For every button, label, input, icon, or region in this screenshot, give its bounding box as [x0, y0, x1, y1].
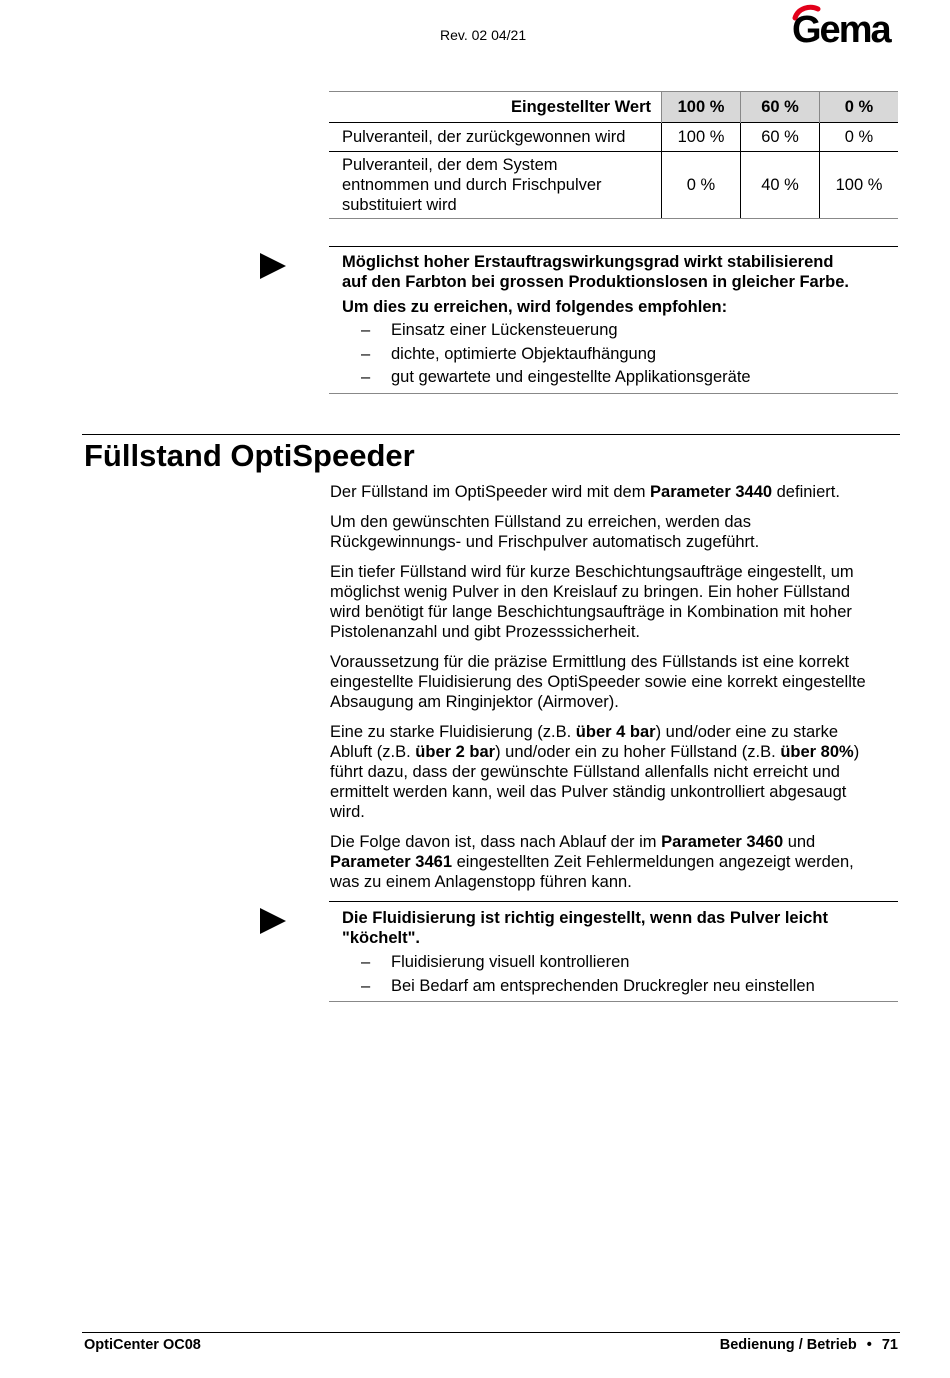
paragraph-auto-feed: Um den gewünschten Füllstand zu erreichen, werden das Rückgewinnungs- und Frischpulver automatisch zugeführt. [330, 513, 760, 551]
footer-section-label: Bedienung / Betrieb [719, 1337, 857, 1353]
table-header-row [329, 92, 898, 123]
footer-bullet: • [866, 1337, 872, 1353]
footer-product-name: OptiCenter OC08 [84, 1337, 201, 1353]
section-title: Füllstand OptiSpeeder [84, 438, 415, 473]
svg-text:Gema: Gema [792, 9, 890, 46]
note-arrow-icon [260, 253, 286, 279]
paragraph-consequence: Die Folge davon ist, dass nach Ablauf der im Parameter 3460 und Parameter 3461 eingestellten Zeit Fehlermeldungen angezeigt werden, was zu einem Anlagenstopp führen kann. [330, 833, 854, 891]
fluidisation-list [329, 951, 898, 998]
list-item [329, 343, 898, 367]
label-line: Pulveranteil, der dem System [342, 156, 558, 174]
table-header-value: 0 % [820, 92, 899, 123]
list-item [329, 975, 898, 999]
note-bold-line: "köchelt". [342, 929, 420, 947]
section-body [330, 482, 900, 902]
list-item-text: dichte, optimierte Objektaufhängung [391, 344, 657, 363]
table-cell: 0 % [662, 152, 741, 219]
list-item-text: Bei Bedarf am entsprechenden Druckregler neu einstellen [391, 976, 815, 995]
paragraph-fill-level: Ein tiefer Füllstand wird für kurze Beschichtungsaufträge eingestellt, um möglichst wenig Pulver in den Kreislauf zu bringen. Ein hoher Füllstand wird benötigt für lange Beschichtungsaufträge in Kombination mit hoher Pistolenanzahl und gibt Prozesssicherheit. [330, 563, 854, 641]
gema-logo [790, 4, 900, 46]
dash-bullet: – [361, 344, 371, 363]
table-header-label: Eingestellter Wert [329, 92, 662, 123]
dash-bullet: – [361, 368, 371, 386]
paragraph-parameter-3440: Der Füllstand im OptiSpeeder wird mit dem Parameter 3440 definiert. [330, 483, 840, 501]
list-item-text: Einsatz einer Lückensteuerung [391, 321, 618, 339]
recommend-list [329, 319, 898, 390]
list-item [329, 366, 898, 390]
table-header-value: 60 % [741, 92, 820, 123]
table-cell: 60 % [741, 123, 820, 152]
revision-label: Rev. 02 04/21 [440, 27, 527, 43]
note-recommend: Um dies zu erreichen, wird folgendes empfohlen: [342, 298, 728, 316]
section-divider [82, 434, 900, 435]
recovery-ratio-table [329, 91, 898, 219]
label-line: entnommen und durch Frischpulver [342, 176, 602, 194]
note-bold-line: auf den Farbton bei grossen Produktionslosen in gleicher Farbe. [342, 273, 849, 291]
list-item-text: Fluidisierung visuell kontrollieren [391, 953, 630, 971]
table-row-label [329, 152, 662, 219]
table-row [329, 152, 898, 219]
dash-bullet: – [361, 953, 371, 971]
list-item [329, 951, 898, 975]
table-cell: 0 % [820, 123, 899, 152]
dash-bullet: – [361, 976, 371, 995]
footer-section [720, 1337, 898, 1353]
table-header-value: 100 % [662, 92, 741, 123]
footer-divider [82, 1332, 900, 1333]
note-box-fluidisation [329, 901, 898, 1002]
table-row-label: Pulveranteil, der zurückgewonnen wird [329, 123, 662, 152]
table-cell: 40 % [741, 152, 820, 219]
note-arrow-icon [260, 908, 286, 934]
label-line: substituiert wird [342, 196, 457, 214]
note-bold-line: Möglichst hoher Erstauftragswirkungsgrad wirkt stabilisierend [342, 253, 834, 271]
paragraph-warning-values: Eine zu starke Fluidisierung (z.B. über 4 bar) und/oder eine zu starke Abluft (z.B. über 2 bar) und/oder ein zu hoher Füllstand (z.B. über 80%) führt dazu, dass der gewünschte Füllstand allenfalls nicht erreicht und ermittelt werden kann, weil das Pulver ständig unkontrolliert abgesaugt wird. [330, 723, 860, 821]
paragraph-prerequisite: Voraussetzung für die präzise Ermittlung des Füllstands ist eine korrekt eingestellte Fluidisierung des OptiSpeeder sowie eine korrekt eingestellte Absaugung am Ringinjektor (Airmover). [330, 653, 866, 711]
list-item [329, 319, 898, 343]
note-box-color-stability [329, 246, 898, 394]
table-cell: 100 % [820, 152, 899, 219]
table-row [329, 123, 898, 152]
dash-bullet: – [361, 321, 371, 339]
list-item-text: gut gewartete und eingestellte Applikationsgeräte [391, 368, 751, 386]
page-number: 71 [881, 1337, 898, 1353]
note-bold-line: Die Fluidisierung ist richtig eingestellt, wenn das Pulver leicht [342, 909, 828, 927]
table-cell: 100 % [662, 123, 741, 152]
